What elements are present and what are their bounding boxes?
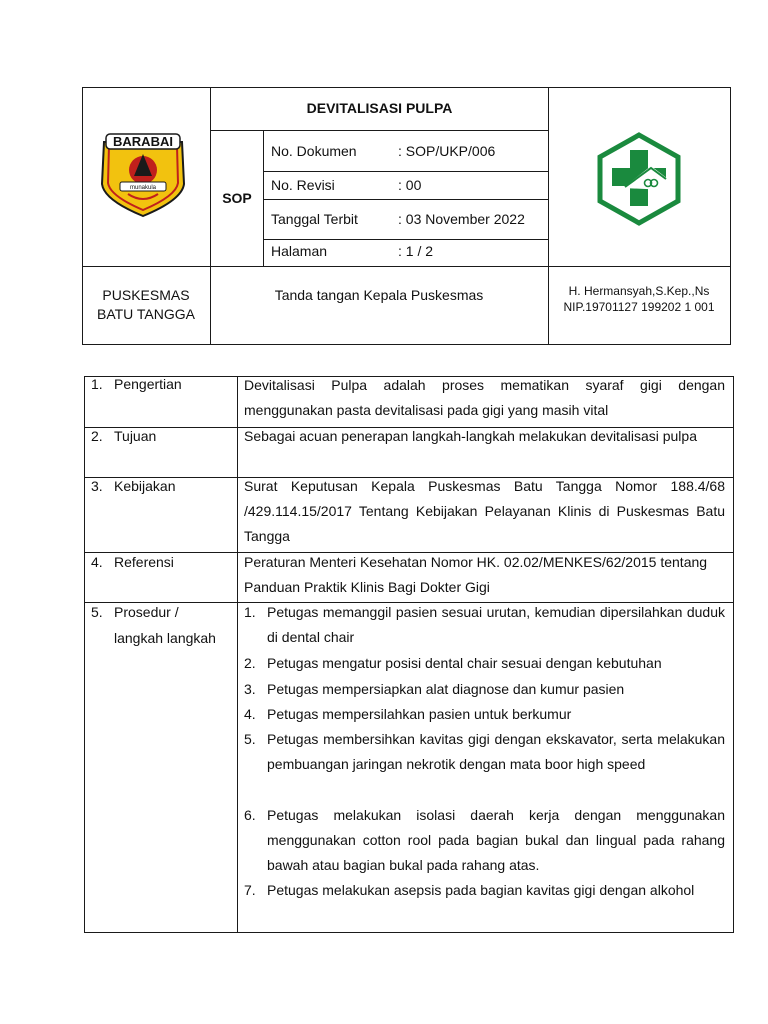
sop-label: SOP [222,190,252,206]
step-text: Petugas mengatur posisi dental chair sesuai dengan kebutuhan [267,655,662,671]
step-text: Petugas membersihkan kavitas gigi dengan ekskavator, serta melakukan pembuangan jaringan nekrotik dengan mata boor high speed [267,731,725,772]
org-name-line2: BATU TANGGA [96,306,195,322]
step-text: Petugas melakukan isolasi daerah kerja dengan menggunakan menggunakan cotton rool pada bagian bukal dan lingual pada rahang bawah atau bagian bukal pada rahang atas. [267,807,725,873]
field-value-halaman: : 1 / 2 [398,243,434,259]
step-number: 4. [244,706,256,722]
step-text: Petugas melakukan asepsis pada bagian kavitas gigi dengan alkohol [267,882,695,898]
barabai-logo [98,128,188,220]
signer-name: H. Hermansyah,S.Kep.,Ns [568,284,710,298]
signature-label: Tanda tangan Kepala Puskesmas [274,287,484,303]
section-number: 5. [91,604,103,620]
section-text-referensi: Peraturan Menteri Kesehatan Nomor HK. 02.02/MENKES/62/2015 tentang Panduan Praktik Klinis Bagi Dokter Gigi [244,554,708,595]
step-number: 3. [244,681,256,697]
section-number: 1. [91,376,103,392]
puskesmas-logo [596,132,682,226]
step-text: Petugas memanggil pasien sesuai urutan, kemudian dipersilahkan duduk di dental chair [267,604,725,645]
step-number: 7. [244,882,256,898]
field-value-no-dokumen: : SOP/UKP/006 [398,143,496,159]
step-text: Petugas mempersiapkan alat diagnose dan kumur pasien [267,681,625,697]
field-label-no-dokumen: No. Dokumen [271,143,357,159]
logo-text-barabai: BARABAI [113,134,173,149]
section-label-prosedur-line2: langkah langkah [114,630,216,646]
section-text-tujuan: Sebagai acuan penerapan langkah-langkah melakukan devitalisasi pulpa [244,428,697,444]
section-label-kebijakan: Kebijakan [114,478,176,494]
document-title: DEVITALISASI PULPA [306,100,453,116]
section-label-tujuan: Tujuan [114,428,157,444]
section-number: 4. [91,554,103,570]
logo-ribbon-text: munakula [129,185,157,191]
section-text-kebijakan: Surat Keputusan Kepala Puskesmas Batu Tangga Nomor 188.4/68 /429.114.15/2017 Tentang Kebijakan Pelayanan Klinis di Puskesmas Batu Tangga [244,478,725,544]
step-number: 2. [244,655,256,671]
org-name-line1: PUSKESMAS [102,287,190,303]
signer-nip: NIP.19701127 199202 1 001 [563,300,715,314]
section-label-pengertian: Pengertian [114,376,182,392]
section-label-referensi: Referensi [114,554,174,570]
field-label-no-revisi: No. Revisi [271,177,335,193]
section-number: 2. [91,428,103,444]
section-label-prosedur: Prosedur / [114,604,179,620]
step-number: 6. [244,807,256,823]
field-value-tanggal-terbit: : 03 November 2022 [398,211,525,227]
field-label-tanggal-terbit: Tanggal Terbit [271,211,358,227]
step-text: Petugas mempersilahkan pasien untuk berkumur [267,706,572,722]
step-number: 5. [244,731,256,747]
field-value-no-revisi: : 00 [398,177,422,193]
field-label-halaman: Halaman [271,243,328,259]
section-number: 3. [91,478,103,494]
section-text-pengertian: Devitalisasi Pulpa adalah proses mematikan syaraf gigi dengan menggunakan pasta devitalisasi pada gigi yang masih vital [244,377,725,418]
step-number: 1. [244,604,256,620]
